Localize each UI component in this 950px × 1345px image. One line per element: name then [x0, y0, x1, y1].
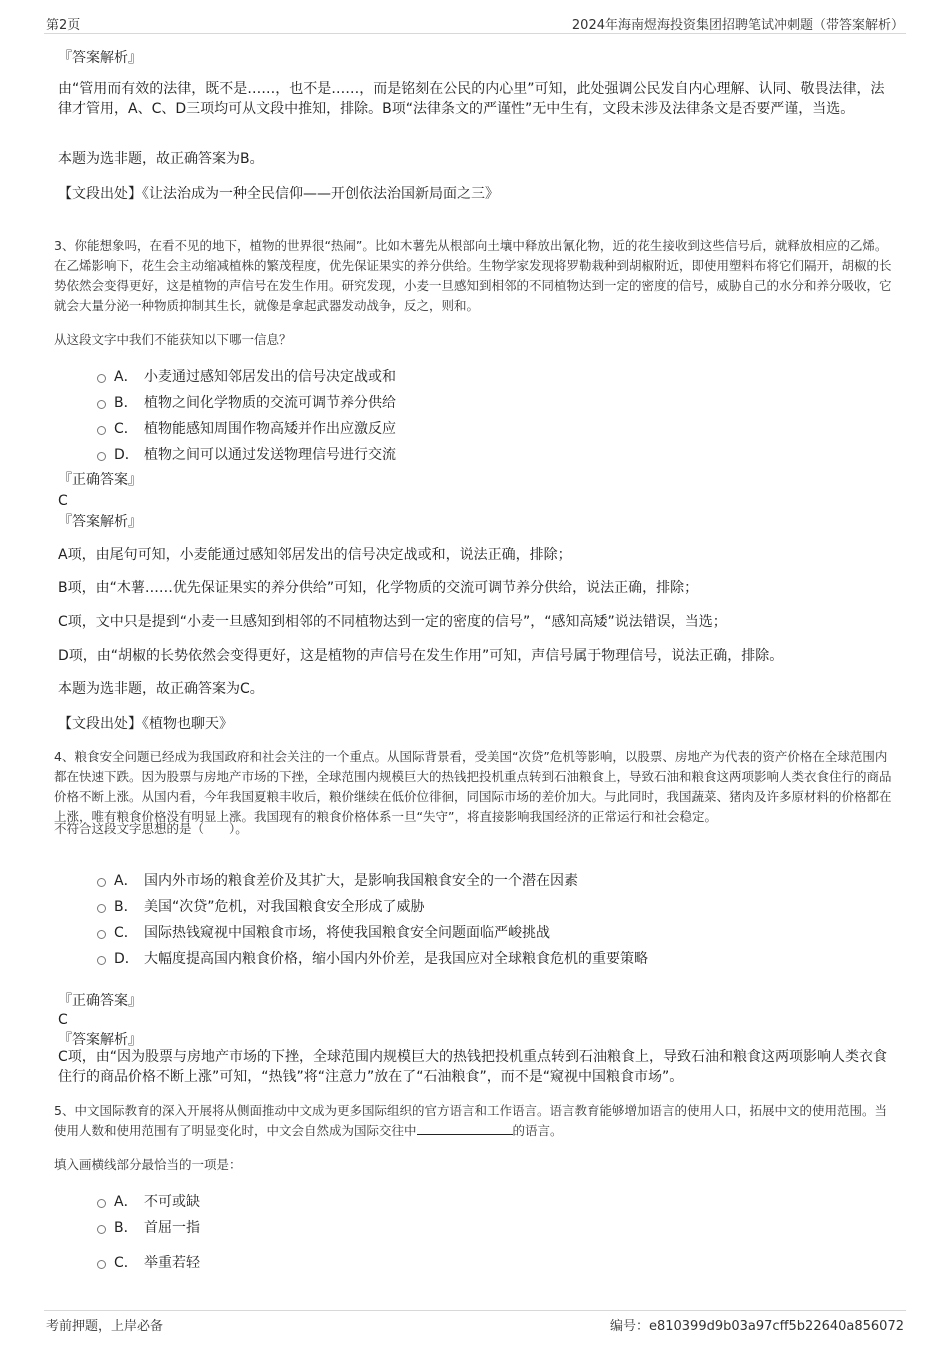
radio-button-icon[interactable]: [97, 374, 106, 383]
option-letter: D．: [114, 951, 139, 967]
document-title: 2024年海南煜海投资集团招聘笔试冲刺题（带答案解析）: [571, 18, 904, 33]
q4-option-a[interactable]: [97, 868, 578, 892]
fill-in-blank: [417, 1122, 513, 1135]
radio-button-icon[interactable]: [97, 930, 106, 939]
radio-button-icon[interactable]: [97, 452, 106, 461]
q4-answer-label: 『正确答案』: [58, 993, 142, 1009]
option-text: 举重若轻: [144, 1255, 200, 1271]
q3-source: 【文段出处】《植物也聊天》: [58, 716, 233, 732]
option-letter: B．: [114, 395, 138, 411]
q3-option-a[interactable]: [97, 364, 396, 388]
q4-option-d[interactable]: [97, 946, 648, 970]
q3-question: 从这段文字中我们不能获知以下哪一信息？: [54, 332, 292, 347]
option-text: 大幅度提高国内粮食价格，缩小国内外价差，是我国应对全球粮食危机的重要策略: [144, 951, 648, 967]
option-text: 植物之间化学物质的交流可调节养分供给: [144, 395, 396, 411]
q3-option-c[interactable]: [97, 416, 396, 440]
radio-button-icon[interactable]: [97, 956, 106, 965]
q4-passage: 4、粮食安全问题已经成为我国政府和社会关注的一个重点。从国际背景看，受美国“次贷”危机等影响，以股票、房地产为代表的资产价格在全球范围内都在快速下跌。因为股票与房地产市场的下挫，全球范围内规模巨大的热钱把投机重点转到石油粮食上，导致石油和粮食这两项影响人类衣食住行的商品价格不断上涨。从国内看，今年我国夏粮丰收后，粮价继续在低价位徘徊，同国际市场的差价加大。与此同时，我国蔬菜、猪肉及许多原材料的价格都在上涨，唯有粮食价格没有明显上涨。我国现有的粮食价格体系一旦“失守”，将直接影响我国经济的正常运行和社会稳定。: [54, 749, 892, 824]
footer-code-label: 编号：: [609, 1319, 649, 1334]
q5-option-c[interactable]: [97, 1250, 200, 1274]
footer-slogan: 考前押题，上岸必备: [46, 1319, 164, 1334]
q4-answer: C: [58, 1012, 68, 1028]
q2-conclusion: 本题为选非题，故正确答案为B。: [58, 151, 264, 167]
radio-button-icon[interactable]: [97, 1225, 106, 1234]
option-text: 国内外市场的粮食差价及其扩大，是影响我国粮食安全的一个潜在因素: [144, 873, 578, 889]
q3-passage: 3、你能想象吗，在看不见的地下，植物的世界很“热闹”。比如木薯先从根部向土壤中释放出氰化物，近的花生接收到这些信号后，就释放相应的乙烯。在乙烯影响下，花生会主动缩减植株的繁茂程度，优先保证果实的养分供给。生物学家发现将罗勒栽种到胡椒附近，即使用塑料布将它们隔开，胡椒的长势依然会变得更好，这是植物的声信号在发生作用。研究发现，小麦一旦感知到相邻的不同植物达到一定的密度的信号，威胁自己的水分和养分吸收，它就会大量分泌一种物质抑制其生长，就像是拿起武器发动战争，反之，则和。: [54, 238, 892, 313]
q5-option-b[interactable]: [97, 1215, 200, 1239]
radio-button-icon[interactable]: [97, 426, 106, 435]
q4-analysis-label: 『答案解析』: [58, 1032, 142, 1048]
page-number: 第2页: [46, 18, 81, 33]
q4-analysis: C项，由“因为股票与房地产市场的下挫，全球范围内规模巨大的热钱把投机重点转到石油粮食上，导致石油和粮食这两项影响人类衣食住行的商品价格不断上涨”可知，“热钱”将“注意力”放在了“石油粮食”，而不是“窥视中国粮食市场”。: [58, 1049, 888, 1085]
footer-divider: [44, 1310, 906, 1311]
option-letter: B．: [114, 899, 138, 915]
option-text: 不可或缺: [144, 1194, 200, 1210]
q4-option-b[interactable]: [97, 894, 425, 918]
q3-option-b[interactable]: [97, 390, 396, 414]
q3-analysis-a: A项，由尾句可知，小麦能通过感知邻居发出的信号决定战或和，说法正确，排除；: [58, 547, 572, 563]
option-text: 小麦通过感知邻居发出的信号决定战或和: [144, 369, 396, 385]
q2-source: 【文段出处】《让法治成为一种全民信仰——开创依法治国新局面之三》: [58, 186, 499, 202]
option-text: 植物之间可以通过发送物理信号进行交流: [144, 447, 396, 463]
footer-code: [610, 1315, 904, 1334]
q5-question: 填入画横线部分最恰当的一项是：: [54, 1157, 242, 1172]
q4-option-c[interactable]: [97, 920, 550, 944]
option-text: 国际热钱窥视中国粮食市场，将使我国粮食安全问题面临严峻挑战: [144, 925, 550, 941]
q4-question: 不符合这段文字思想的是（ ）。: [54, 821, 248, 836]
q2-analysis-text: 由“管用而有效的法律，既不是……，也不是……，而是铭刻在公民的内心里”可知，此处强调公民发自内心理解、认同、敬畏法律，法律才管用，A、C、D三项均可从文段中推知，排除。B项“法律条文的严谨性”无中生有，文段未涉及法律条文是否要严谨，当选。: [58, 81, 885, 117]
q3-analysis-d: D项，由“胡椒的长势依然会变得更好，这是植物的声信号在发生作用”可知，声信号属于物理信号，说法正确，排除。: [58, 648, 784, 664]
q3-option-d[interactable]: [97, 442, 396, 466]
option-text: 美国“次贷”危机，对我国粮食安全形成了威胁: [144, 899, 425, 915]
q5-option-a[interactable]: [97, 1189, 200, 1213]
radio-button-icon[interactable]: [97, 878, 106, 887]
option-letter: C．: [114, 1255, 138, 1271]
header-divider: [44, 33, 906, 34]
q3-analysis-b: B项，由“木薯……优先保证果实的养分供给”可知，化学物质的交流可调节养分供给，说法正确，排除；: [58, 580, 699, 596]
q3-conclusion: 本题为选非题，故正确答案为C。: [58, 681, 264, 697]
q3-answer-label: 『正确答案』: [58, 472, 142, 488]
option-letter: A．: [114, 1194, 138, 1210]
q5-passage: [54, 1101, 898, 1141]
q2-analysis-label: 『答案解析』: [58, 50, 142, 66]
q5-passage-after: 的语言。: [512, 1123, 563, 1138]
q3-analysis-c: C项，文中只是提到“小麦一旦感知到相邻的不同植物达到一定的密度的信号”，“感知高矮”说法错误，当选；: [58, 614, 727, 630]
footer-code-value: e810399d9b03a97cff5b22640a856072: [648, 1319, 904, 1334]
radio-button-icon[interactable]: [97, 1260, 106, 1269]
radio-button-icon[interactable]: [97, 904, 106, 913]
q5-passage-before: 5、中文国际教育的深入开展将从侧面推动中文成为更多国际组织的官方语言和工作语言。语言教育能够增加语言的使用人口，拓展中文的使用范围。当使用人数和使用范围有了明显变化时，中文会自然成为国际交往中: [54, 1103, 887, 1138]
option-letter: C．: [114, 925, 138, 941]
option-letter: A．: [114, 369, 138, 385]
option-letter: D．: [114, 447, 139, 463]
q3-analysis-label: 『答案解析』: [58, 514, 142, 530]
option-letter: A．: [114, 873, 138, 889]
radio-button-icon[interactable]: [97, 1199, 106, 1208]
q3-answer: C: [58, 493, 68, 509]
option-text: 首屈一指: [144, 1220, 200, 1236]
option-letter: C．: [114, 421, 138, 437]
radio-button-icon[interactable]: [97, 400, 106, 409]
option-text: 植物能感知周围作物高矮并作出应激反应: [144, 421, 396, 437]
option-letter: B．: [114, 1220, 138, 1236]
